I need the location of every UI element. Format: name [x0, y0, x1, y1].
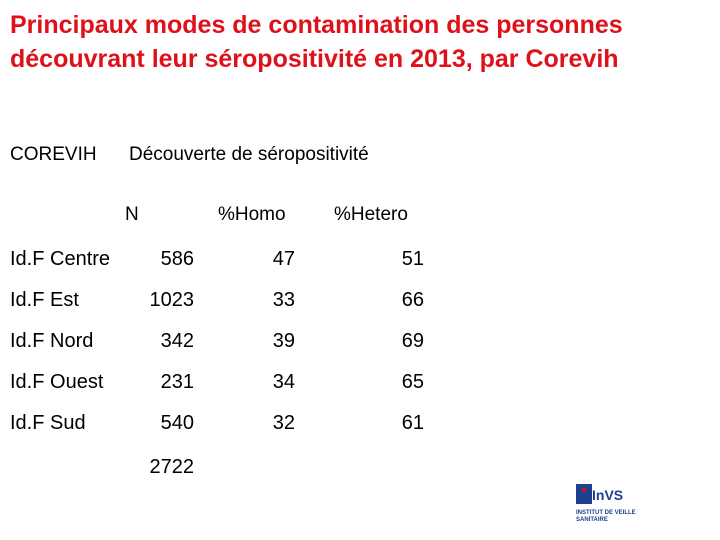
table-row	[0, 285, 720, 315]
header-hetero: %Hetero	[334, 204, 408, 225]
hetero-value: 65	[401, 371, 424, 393]
homo-value: 34	[272, 371, 295, 393]
homo-value: 33	[272, 289, 295, 311]
table-row	[0, 408, 720, 438]
invs-logo	[570, 482, 670, 532]
invs-wordmark: InVS	[592, 487, 624, 503]
region-label: Id.F Sud	[10, 412, 86, 434]
table-row	[0, 326, 720, 356]
hetero-value: 61	[401, 412, 424, 434]
header-decouverte: Découverte de séropositivité	[129, 144, 369, 165]
homo-value: 47	[272, 248, 295, 270]
homo-value: 39	[272, 330, 295, 352]
slide-title: Principaux modes de contamination des personnes découvrant leur séropositivité en 2013, par Corevih	[10, 11, 623, 73]
header-corevih: COREVIH	[10, 144, 97, 165]
n-value: 231	[160, 371, 194, 393]
n-value: 342	[160, 330, 194, 352]
n-value: 1023	[149, 289, 194, 311]
header-n: N	[125, 204, 139, 225]
region-label: Id.F Centre	[10, 248, 111, 270]
hetero-value: 69	[401, 330, 424, 352]
invs-logo-mark	[576, 484, 592, 504]
n-value: 586	[160, 248, 194, 270]
hetero-value: 66	[401, 289, 424, 311]
total-n: 2722	[149, 456, 194, 478]
region-label: Id.F Ouest	[10, 371, 104, 393]
hetero-value: 51	[401, 248, 424, 270]
table-row	[0, 367, 720, 397]
homo-value: 32	[272, 412, 295, 434]
region-label: Id.F Nord	[10, 330, 94, 352]
table-row	[0, 244, 720, 274]
region-label: Id.F Est	[10, 289, 79, 311]
n-value: 540	[160, 412, 194, 434]
header-homo: %Homo	[218, 204, 286, 225]
invs-subtitle: INSTITUT DE VEILLE SANITAIRE	[576, 510, 636, 523]
